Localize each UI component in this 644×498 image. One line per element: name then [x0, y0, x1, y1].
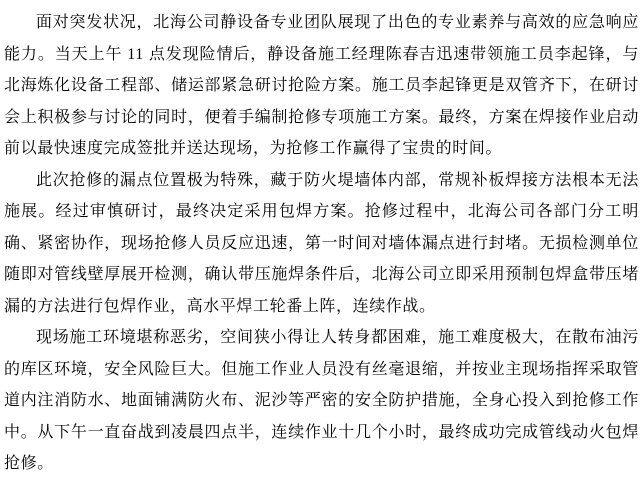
paragraph-repair-method: 此次抢修的漏点位置极为特殊，藏于防火堤墙体内部，常规补板焊接方法根本无法施展。经过审慎研讨，最终决定采用包焊方案。抢修过程中，北海公司各部门分工明确、紧密协作，现场抢修人员反应迅速，第一时间对墙体漏点进行封堵。无损检测单位随即对管线壁厚展开检测，确认带压施焊条件后，北海公司立即采用预制包焊盒带压堵漏的方法进行包焊作业，高水平焊工轮番上阵，连续作战。 — [4, 171, 639, 315]
paragraph-site-conditions: 现场施工环境堪称恶劣，空间狭小得让人转身都困难，施工难度极大，在散布油污的库区环境，安全风险巨大。但施工作业人员没有丝毫退缩，并按业主现场指挥采取管道内注消防水、地面铺满防火布、泥沙等严密的安全防护措施，全身心投入到抢修工作中。从下午一直奋战到凌晨四点半，连续作业十几个小时，最终成功完成管线动火包焊抢修。 — [4, 329, 639, 472]
paragraph-emergency-response: 面对突发状况，北海公司静设备专业团队展现了出色的专业素养与高效的应急响应能力。当天上午 11 点发现险情后，静设备施工经理陈春吉迅速带领施工员李起锋，与北海炼化设备工程部、储运部紧急研讨抢险方案。施工员李起锋更是双管齐下，在研讨会上积极参与讨论的同时，便着手编制抢修专项施工方案。最终，方案在焊接作业启动前以最快速度完成签批并送达现场，为抢修工作赢得了宝贵的时间。 — [4, 14, 639, 157]
